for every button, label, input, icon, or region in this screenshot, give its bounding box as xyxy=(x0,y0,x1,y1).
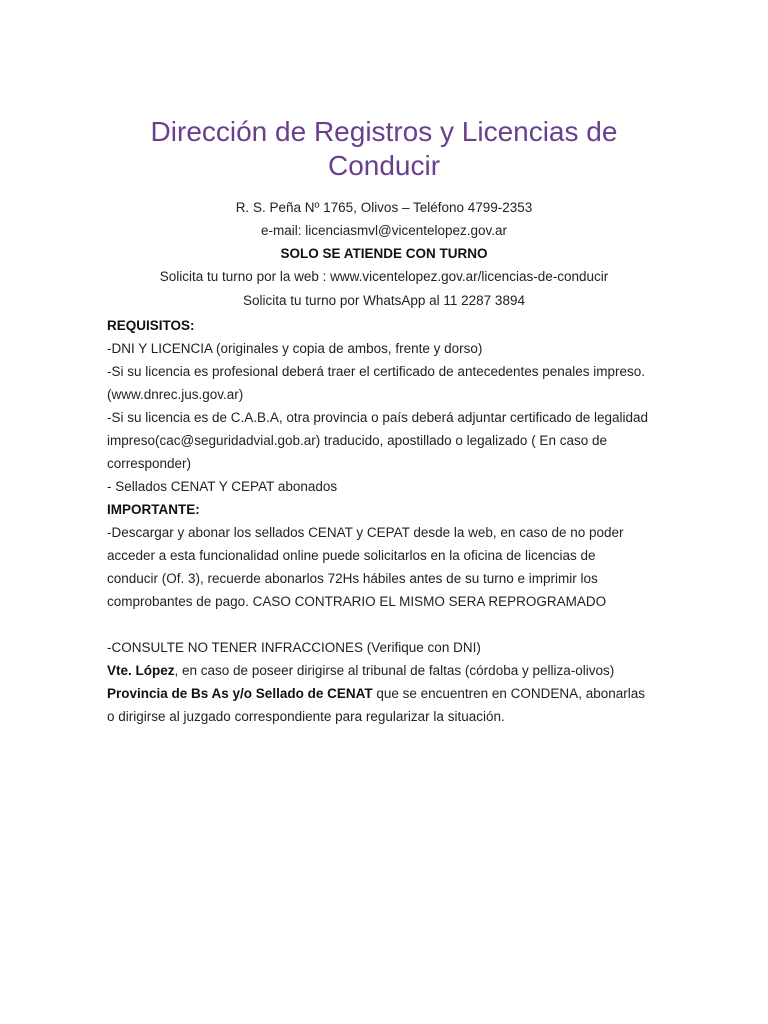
requisito-item: -Si su licencia es de C.A.B.A, otra provincia o país deberá adjuntar certificado de legalidad xyxy=(107,410,649,425)
title-line-1: Dirección de Registros y Licencias de xyxy=(150,116,618,147)
importante-line: -Descargar y abonar los sellados CENAT y CEPAT desde la web, en caso de no poder xyxy=(107,525,624,540)
spacer xyxy=(107,613,667,636)
email-line: e-mail: licenciasmvl@vicentelopez.gov.ar xyxy=(260,223,508,238)
requisitos-heading: REQUISITOS: xyxy=(107,318,195,333)
requisito-item: -Si su licencia es profesional deberá traer el certificado de antecedentes penales impreso. xyxy=(107,364,646,379)
requisito-item: (www.dnrec.jus.gov.ar) xyxy=(107,387,244,402)
vte-lopez-text: , en caso de poseer dirigirse al tribunal de faltas (córdoba y pelliza-olivos) xyxy=(174,663,615,678)
requisito-item: - Sellados CENAT Y CEPAT abonados xyxy=(107,479,338,494)
requisito-item: -DNI Y LICENCIA (originales y copia de ambos, frente y dorso) xyxy=(107,341,483,356)
importante-line: acceder a esta funcionalidad online puede solicitarlos en la oficina de licencias de xyxy=(107,548,596,563)
address-line: R. S. Peña Nº 1765, Olivos – Teléfono 4799-2353 xyxy=(235,200,533,215)
document-body xyxy=(107,314,667,728)
page-title xyxy=(0,115,768,183)
web-turn-line: Solicita tu turno por la web : www.vicentelopez.gov.ar/licencias-de-conducir xyxy=(159,269,609,284)
requisito-item: impreso(cac@seguridadvial.gob.ar) traducido, apostillado o legalizado ( En caso de xyxy=(107,433,607,448)
whatsapp-turn-line: Solicita tu turno por WhatsApp al 11 2287 3894 xyxy=(243,293,525,308)
infracciones-line-last: o dirigirse al juzgado correspondiente para regularizar la situación. xyxy=(107,709,505,724)
provincia-text: que se encuentren en CONDENA, abonarlas xyxy=(372,686,645,701)
provincia-label: Provincia de Bs As y/o Sellado de CENAT xyxy=(107,686,373,701)
importante-line: conducir (Of. 3), recuerde abonarlos 72Hs hábiles antes de su turno e imprimir los xyxy=(107,571,598,586)
importante-heading: IMPORTANTE: xyxy=(107,502,200,517)
importante-line: comprobantes de pago. CASO CONTRARIO EL MISMO SERA REPROGRAMADO xyxy=(107,594,607,609)
provincia-line xyxy=(107,682,667,705)
title-line-2: Conducir xyxy=(327,150,441,181)
requisito-item: corresponder) xyxy=(107,456,192,471)
appointment-notice: SOLO SE ATIENDE CON TURNO xyxy=(280,246,488,261)
vte-lopez-label: Vte. López xyxy=(107,663,175,678)
vte-lopez-line xyxy=(107,659,667,682)
infracciones-line: -CONSULTE NO TENER INFRACCIONES (Verifique con DNI) xyxy=(107,640,481,655)
